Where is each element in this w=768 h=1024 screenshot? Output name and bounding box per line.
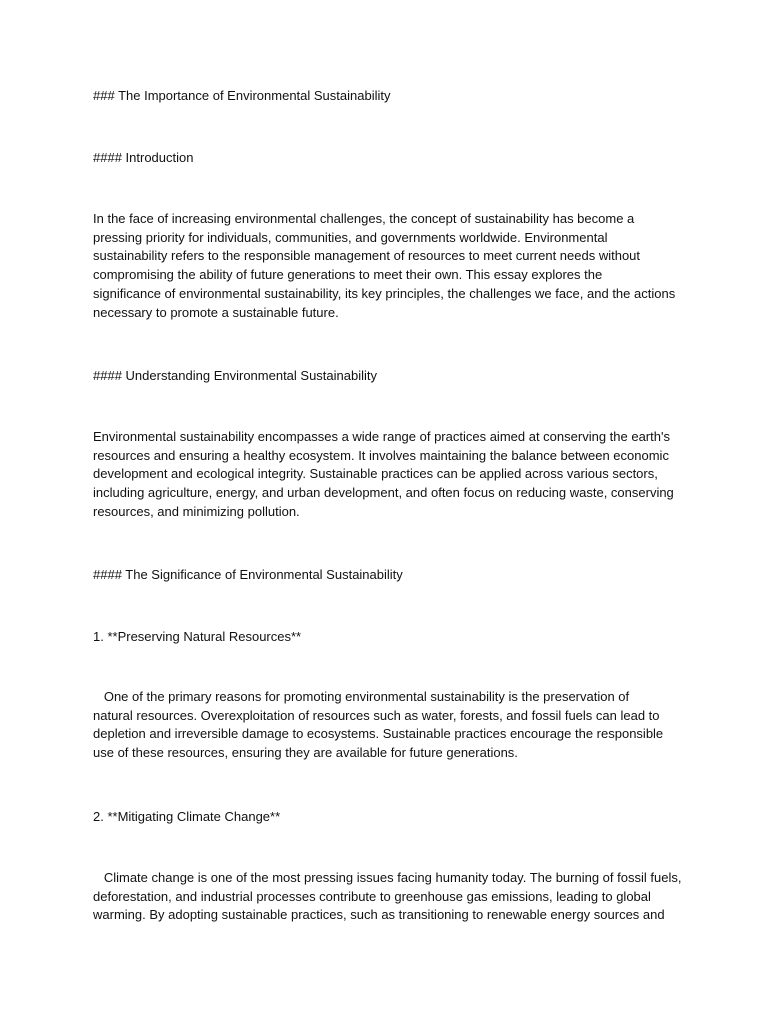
paragraph-line: natural resources. Overexploitation of resources such as water, forests, and fossil fuels can lead to (93, 707, 660, 723)
paragraph-line: In the face of increasing environmental challenges, the concept of sustainability has become a (93, 211, 635, 226)
paragraph-line: pressing priority for individuals, communities, and governments worldwide. Environmental (93, 229, 608, 245)
paragraph-line: significance of environmental sustainability, its key principles, the challenges we face, and the actions (93, 285, 676, 301)
paragraph-line: sustainability refers to the responsible management of resources to meet current needs without (93, 248, 641, 264)
paragraph-line: Environmental sustainability encompasses a wide range of practices aimed at conserving the earth's (93, 429, 670, 444)
introduction-heading: #### Introduction (93, 150, 194, 165)
item1-paragraph (93, 688, 683, 763)
item2-heading: 2. **Mitigating Climate Change** (93, 809, 281, 824)
paragraph-line: resources, and minimizing pollution. (93, 503, 300, 519)
paragraph-line: resources and ensuring a healthy ecosystem. It involves maintaining the balance between economic (93, 447, 669, 463)
paragraph-line: One of the primary reasons for promoting environmental sustainability is the preservation of (93, 689, 630, 704)
document-title: ### The Importance of Environmental Sustainability (93, 88, 391, 103)
paragraph-line: including agriculture, energy, and urban development, and often focus on reducing waste, conserving (93, 485, 674, 501)
understanding-paragraph (93, 428, 683, 522)
item2-paragraph (93, 869, 683, 925)
paragraph-line: Climate change is one of the most pressing issues facing humanity today. The burning of fossil fuels, (93, 870, 682, 885)
paragraph-line: development and ecological integrity. Sustainable practices can be applied across various sectors, (93, 466, 658, 482)
paragraph-line: necessary to promote a sustainable future. (93, 304, 339, 320)
item1-heading: 1. **Preserving Natural Resources** (93, 629, 302, 644)
understanding-heading: #### Understanding Environmental Sustainability (93, 368, 378, 383)
paragraph-line: warming. By adopting sustainable practices, such as transitioning to renewable energy sources and (93, 907, 665, 923)
significance-heading: #### The Significance of Environmental Sustainability (93, 567, 403, 582)
paragraph-line: use of these resources, ensuring they are available for future generations. (93, 745, 518, 761)
introduction-paragraph (93, 210, 683, 322)
paragraph-line: deforestation, and industrial processes contribute to greenhouse gas emissions, leading to global (93, 888, 651, 904)
paragraph-line: compromising the ability of future generations to meet their own. This essay explores the (93, 267, 603, 283)
paragraph-line: depletion and irreversible damage to ecosystems. Sustainable practices encourage the responsible (93, 726, 664, 742)
